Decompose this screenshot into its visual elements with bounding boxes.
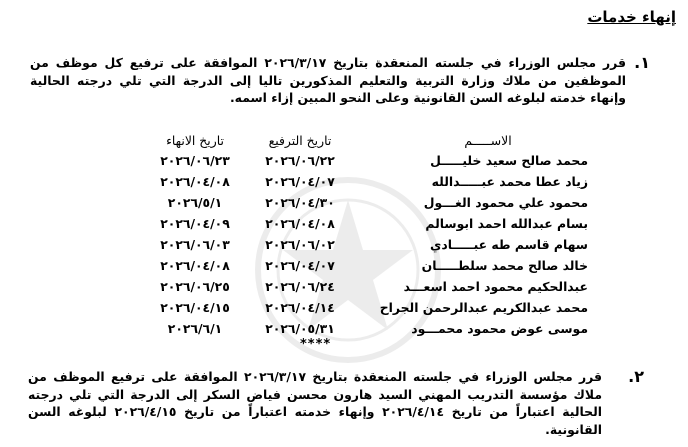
item-2-text: قرر مجلس الوزراء في جلسته المنعقدة بتاريخ ٢٠٢٦/٣/١٧ الموافقة على ترفيع الموظف من ملاك مؤسسة التدريب المهني السيد هارون محسن فياض السكر إلى الدرجة التي تلي درجته الحالية اعتباراً من تاريخ ٢٠٢٦/٤/١٤ وإنهاء خدمته اعتباراً من تاريخ ٢٠٢٦/٤/١٥ لبلوغه السن القانونية. [28,369,603,437]
separator-stars: **** [300,337,332,352]
row-name: عبدالحكيم محمود احمد اسعـــد [403,279,588,294]
row-name: زياد عطا محمد عبـــــدالله [431,174,588,189]
row-end-date: ٢٠٢٦/٦/١ [167,321,223,336]
row-name: محمد عبدالكريم عبدالرحمن الجراح [379,300,588,315]
row-promotion-date: ٢٠٢٦/٠٤/١٤ [265,300,335,315]
item-number-1: ١. [634,53,650,72]
table-row [0,237,688,257]
row-promotion-date: ٢٠٢٦/٠٤/٠٨ [265,216,335,231]
table-row [0,174,688,194]
row-promotion-date: ٢٠٢٦/٠٤/٣٠ [265,195,335,210]
row-name: موسى عوض محمود محمـــود [411,321,588,336]
table-row [0,321,688,341]
row-name: خالد صالح محمد سلطـــــان [421,258,588,273]
table-row [0,258,688,278]
row-promotion-date: ٢٠٢٦/٠٦/٢٤ [265,279,335,294]
row-end-date: ٢٠٢٦/٠٤/٠٩ [160,216,230,231]
row-promotion-date: ٢٠٢٦/٠٦/٢٢ [265,153,335,168]
row-end-date: ٢٠٢٦/٠٤/٠٨ [160,174,230,189]
row-name: سهام قاسم طه عبـــــادي [430,237,588,252]
table-header [0,133,688,153]
row-promotion-date: ٢٠٢٦/٠٥/٣١ [265,321,335,336]
table-row [0,300,688,320]
table-row [0,216,688,236]
row-name: بسام عبدالله احمد ابوسالم [425,216,588,231]
row-name: محمود علي محمود الغـــول [423,195,588,210]
row-promotion-date: ٢٠٢٦/٠٦/٠٢ [265,237,335,252]
table-row [0,153,688,173]
row-end-date: ٢٠٢٦/٠٤/٠٨ [160,258,230,273]
row-end-date: ٢٠٢٦/٠٤/١٥ [160,300,230,315]
item-1-text: قرر مجلس الوزراء في جلسته المنعقدة بتاريخ ٢٠٢٦/٣/١٧ الموافقة على ترفيع كل موظف من الموظفين من ملاك وزارة التربية والتعليم المذكورين تاليا إلى الدرجة التي تلي درجته الحالية وإنهاء خدمته لبلوغه السن القانونية وعلى النحو المبين إزاء اسمه. [30,55,626,105]
row-name: محمد صالح سعيد خليـــــل [430,153,588,168]
row-end-date: ٢٠٢٦/٥/١ [167,195,223,210]
row-end-date: ٢٠٢٦/٠٦/٠٣ [160,237,230,252]
row-end-date: ٢٠٢٦/٠٦/٢٥ [160,279,230,294]
table-row [0,195,688,215]
row-promotion-date: ٢٠٢٦/٠٤/٠٧ [265,174,335,189]
header-promotion-date: تاريخ الترفيع [268,133,332,148]
row-promotion-date: ٢٠٢٦/٠٤/٠٧ [265,258,335,273]
row-end-date: ٢٠٢٦/٠٦/٢٣ [160,153,230,168]
item-number-2: ٢. [628,367,644,386]
table-row [0,279,688,299]
header-name: الاســـــم [464,133,512,148]
header-end-date: تاريخ الانهاء [166,133,224,148]
section-title: إنهاء خدمات [587,8,676,26]
